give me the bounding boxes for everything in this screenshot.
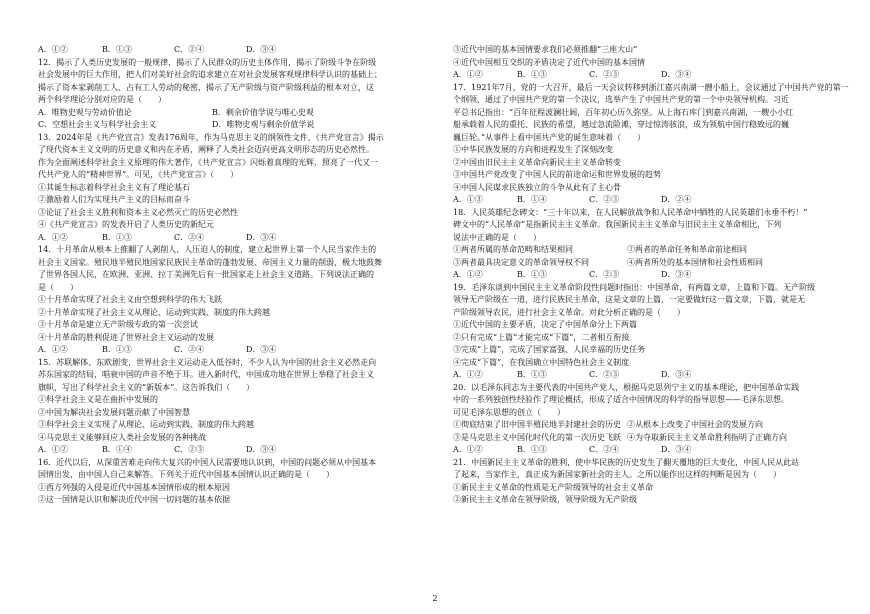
- text-line: ②中国为解决社会发展问题贡献了中国智慧: [38, 407, 190, 417]
- option-item: A．①②: [38, 445, 68, 454]
- text-line: 代共产党人的“精神世界”。可见，《共产党宣言》（ ）: [38, 170, 239, 179]
- option-item: D．③④: [246, 345, 277, 354]
- option-item: A．①②: [453, 445, 483, 454]
- option-item: D．③④: [246, 445, 277, 454]
- statement-options: [453, 244, 849, 257]
- text-line: 了起来，当家作主，真正成为新国家新社会的主人。之所以能作出这样的判断是因为（ ）: [453, 470, 781, 479]
- text-line: 19．毛泽东谈到中国民主主义革命阶段性问题时指出：中国革命，有两篇文章，上篇和下篇。无产阶级: [453, 282, 816, 292]
- right-column: [453, 44, 849, 507]
- answer-options: [453, 369, 849, 382]
- statement-options: [38, 107, 434, 120]
- text-line: 了世界各国人民，在欧洲、亚洲、拉丁美洲先后有一批国家走上社会主义道路。下列说法正确的: [38, 270, 374, 279]
- page-number: 2: [432, 594, 438, 603]
- text-line: 旗帜，写出了科学社会主义的“新版本”。这告诉我们（ ）: [38, 382, 255, 392]
- text-line: ③近代中国的基本国情要求我们必须推翻“三座大山”: [453, 45, 638, 54]
- answer-options: [453, 69, 849, 82]
- text-line: 17．1921年7月，党的一大召开，最后一天会议转移到浙江嘉兴南湖一艘小船上，会议通过了中国共产党的第一: [453, 82, 849, 92]
- text-line: 是（ ）: [38, 282, 78, 292]
- text-line: 船承载着人民的重托、民族的希望，越过急流险滩，穿过惊涛骇浪，成为领航中国行稳致远的巍: [453, 120, 789, 129]
- option-item: B．①③: [517, 70, 547, 79]
- option-item: D．③④: [661, 270, 692, 279]
- answer-options: [38, 344, 434, 357]
- text-line: 21．中国新民主主义革命的胜利，使中华民族的历史发生了翻天覆地的巨大变化，中国人民从此站: [453, 457, 800, 467]
- text-line: 苏东国家的结局，唱衰中国的声音不绝于耳。进入新时代，中国成功地在世界上举稳了社会主义: [38, 370, 374, 379]
- left-column: [38, 44, 434, 507]
- option-item: B．①③: [102, 345, 132, 354]
- text-line: ①其诞生标志着科学社会主义有了理论基石: [38, 182, 190, 192]
- text-line: 12．揭示了人类历史发展的一般规律，揭示了人民群众的历史主体作用，揭示了阶级斗争在阶级: [38, 57, 377, 67]
- option-item: D．②④: [661, 195, 692, 204]
- text-line: ②激励着人们为实现共产主义的目标而奋斗: [38, 195, 190, 204]
- text-line: 了现代资本主义文明的历史意义和内在矛盾，阐释了人类社会迈向更高文明形态的历史必然性。: [38, 145, 374, 154]
- text-line: 领导无产阶级在一道，进行民族民主革命，这是文章的上篇，一定要做好这一篇文章，下篇，就是无: [453, 295, 805, 304]
- answer-options: [38, 444, 434, 457]
- text-line: ②只有完成“上篇”才能完成“下篇”，二者相互衔接: [453, 332, 630, 342]
- option-item: B．①③: [517, 445, 547, 454]
- option-item: ①两者所属的革命范畴和结果相同: [453, 245, 573, 254]
- text-line: 13．2024年是《共产党宣言》发表176周年，作为马克思主义的纲领性文件，《共产党宣言》揭示: [38, 132, 384, 142]
- text-line: 说法中正确的是（ ）: [453, 232, 541, 242]
- statement-options: [453, 257, 849, 270]
- text-line: ③十月革命是建立无产阶级专政的第一次尝试: [38, 320, 198, 329]
- text-line: ①西方列强的入侵是近代中国基本国情形成的根本原因: [38, 482, 230, 492]
- option-item: A．唯物史观与劳动价值论: [38, 107, 132, 117]
- text-line: ③科学社会主义实现了从理论、运动到实践、制度的伟大跨越: [38, 420, 254, 429]
- statement-options: [453, 432, 849, 445]
- option-item: C．②④: [174, 45, 205, 54]
- text-line: ①科学社会主义是在曲折中发展的: [38, 395, 158, 404]
- option-item: B．①③: [102, 232, 132, 242]
- option-item: A．①③: [453, 195, 483, 204]
- text-line: ①十月革命实现了社会主义由空想到科学的伟大飞跃: [38, 295, 222, 304]
- text-line: ②这一国情是认识和解决近代中国一切问题的基本依据: [38, 495, 230, 504]
- option-item: ④两者所处的基本国情和社会性质相同: [627, 257, 763, 267]
- option-item: C．②③: [589, 370, 620, 379]
- text-line: 国情出发，由中国人自己来解答。下列关于近代中国基本国情认识正确的是（ ）: [38, 470, 334, 479]
- text-line: 16．近代以后，从深重苦难走向伟大复兴的中国人民需要地认识到，中国的问题必须从中国基本: [38, 457, 377, 467]
- text-line: 18．人民英雄纪念碑文：“三十年以来，在人民解放战争和人民革命中牺牲的人民英雄们永垂不朽！”: [453, 207, 808, 217]
- text-line: ②新民主主义革命在领导阶级，领导阶级为无产阶级: [453, 495, 637, 504]
- statement-options: [38, 119, 434, 132]
- answer-options: [453, 444, 849, 457]
- option-item: ①彻底结束了旧中国半殖民地半封建社会的历史: [453, 420, 621, 429]
- text-line: 作为全面阐述科学社会主义原理的伟大著作，《共产党宣言》闪烁着真理的光辉，照亮了一代又一: [38, 157, 378, 167]
- text-line: ①近代中国的主要矛盾，决定了中国革命分上下两篇: [453, 320, 637, 329]
- option-item: B．①④: [102, 445, 132, 454]
- option-item: ④为夺取新民主主义革命胜利指明了正确方向: [627, 432, 787, 442]
- text-line: 个纲领，通过了中国共产党的第一个决议，选举产生了中国共产党的第一个中央领导机构。习近: [453, 95, 789, 104]
- option-item: A．①②: [453, 370, 483, 379]
- text-line: ③中国共产党改变了中国人民的前途命运和世界发展的趋势: [453, 170, 661, 179]
- text-line: 社会发展中的巨大作用，把人们对美好社会的追求建立在对社会发展客观规律科学认识的基础上；: [38, 70, 382, 79]
- option-item: C．②③: [589, 195, 620, 204]
- option-item: D．③④: [246, 45, 277, 54]
- option-item: A．①②: [453, 270, 483, 279]
- option-item: B．剩余价值学说与唯心史观: [212, 107, 314, 117]
- option-item: D．③④: [661, 70, 692, 79]
- text-line: 15．苏联解体、东欧剧变，世界社会主义运动走入低谷时，不少人认为中国的社会主义必然走向: [38, 357, 377, 367]
- text-line: ④完成“下篇”，在我国确立中国特色社会主义制度: [453, 357, 630, 367]
- option-item: D．唯物史观与剩余价值学说: [212, 120, 315, 129]
- text-line: 平总书记指出：“百年征程波澜壮阔，百年初心历久弥坚。从上海石库门到嘉兴南湖，一艘小小红: [453, 107, 794, 117]
- text-line: ①新民主主义革命的性质是无产阶级领导的社会主义革命: [453, 482, 653, 492]
- text-line: ①中华民族发展的方向和进程发生了深刻改变: [453, 145, 613, 154]
- text-line: 碑文中的“人民革命”是指新民主主义革命。我国新民主主义革命与旧民主主义革命相比，下列: [453, 220, 782, 229]
- option-item: A．①②: [453, 70, 483, 79]
- option-item: B．①③: [102, 45, 132, 54]
- option-item: D．③④: [246, 232, 277, 242]
- text-line: ④中国人民谋求民族独立的斗争从此有了主心骨: [453, 182, 621, 192]
- text-line: 产阶级领导农民，进行社会主义革命。对此分析正确的是（ ）: [453, 307, 685, 317]
- option-item: A．①②: [38, 45, 68, 54]
- text-line: ④近代中国相互交织的矛盾决定了近代中国的基本国情: [453, 57, 645, 67]
- option-item: C．②④: [174, 232, 205, 242]
- text-line: 20．以毛泽东同志为主要代表的中国共产党人，根据马克思列宁主义的基本理论，把中国革命实践: [453, 382, 800, 392]
- option-item: A．①②: [38, 232, 68, 242]
- option-item: D．③④: [661, 445, 692, 454]
- option-item: C．②④: [174, 345, 205, 354]
- text-line: ④十月革命的胜利促进了世界社会主义运动的发展: [38, 332, 214, 342]
- text-line: 中的一系列独创性经验作了理论概括，形成了适合中国情况的科学的指导思想——毛泽东思想。: [453, 395, 789, 404]
- option-item: B．①③: [517, 270, 547, 279]
- text-line: ③完成“上篇”，完成了国家富强、人民幸福的历史任务: [453, 345, 646, 354]
- text-line: 两个科学理论分别对应的是（ ）: [38, 95, 166, 104]
- option-item: B．①③: [517, 370, 547, 379]
- text-line: ②中国由旧民主主义革命向新民主主义革命转变: [453, 157, 621, 167]
- answer-options: [453, 194, 849, 207]
- option-item: A．①②: [38, 345, 68, 354]
- option-item: ③两者最具决定意义的革命领导权不同: [453, 257, 589, 267]
- option-item: ②从根本上改变了中国社会的发展方向: [627, 420, 763, 429]
- option-item: C．②④: [589, 445, 620, 454]
- text-line: 14．十月革命从根本上推翻了人剥削人、人压迫人的制度，建立起世界上第一个人民当家作主的: [38, 245, 377, 254]
- answer-options: [453, 269, 849, 282]
- option-item: ③是马克思主义中国化时代化的第一次历史飞跃: [453, 432, 621, 442]
- text-line: ③论证了社会主义胜利和资本主义必然灭亡的历史必然性: [38, 207, 238, 217]
- option-item: C．②③: [589, 70, 620, 79]
- option-item: B．①④: [517, 195, 547, 204]
- text-line: 揭示了资本家剥削工人、占有工人劳动的秘密，揭示了无产阶级与资产阶级利益的根本对立，这: [38, 82, 374, 92]
- text-line: ②十月革命实现了社会主义从理论、运动到实践、制度的伟大跨越: [38, 307, 270, 317]
- option-item: D．③④: [661, 370, 692, 379]
- option-item: ②两者的革命任务和革命前途相同: [627, 245, 747, 254]
- option-item: C．②③: [589, 270, 620, 279]
- option-item: C．空想社会主义与科学社会主义: [38, 120, 157, 129]
- option-item: C．②③: [174, 445, 205, 454]
- answer-options: [38, 44, 434, 57]
- text-line: 巍巨轮。”从事件上看中国共产党的诞生意味着（ ）: [453, 132, 646, 142]
- text-line: ④马克思主义能够回应人类社会发展的各种挑战: [38, 432, 206, 442]
- answer-options: [38, 232, 434, 245]
- statement-options: [453, 419, 849, 432]
- text-line: ④《共产党宣言》的发表开启了人类历史的新纪元: [38, 220, 214, 229]
- text-line: 可见毛泽东思想的创立（ ）: [453, 407, 565, 417]
- text-line: 社会主义国家。殖民地半殖民地国家民族民主革命的蓬勃发展、帝国主义力量的削弱，极大地鼓舞: [38, 257, 382, 267]
